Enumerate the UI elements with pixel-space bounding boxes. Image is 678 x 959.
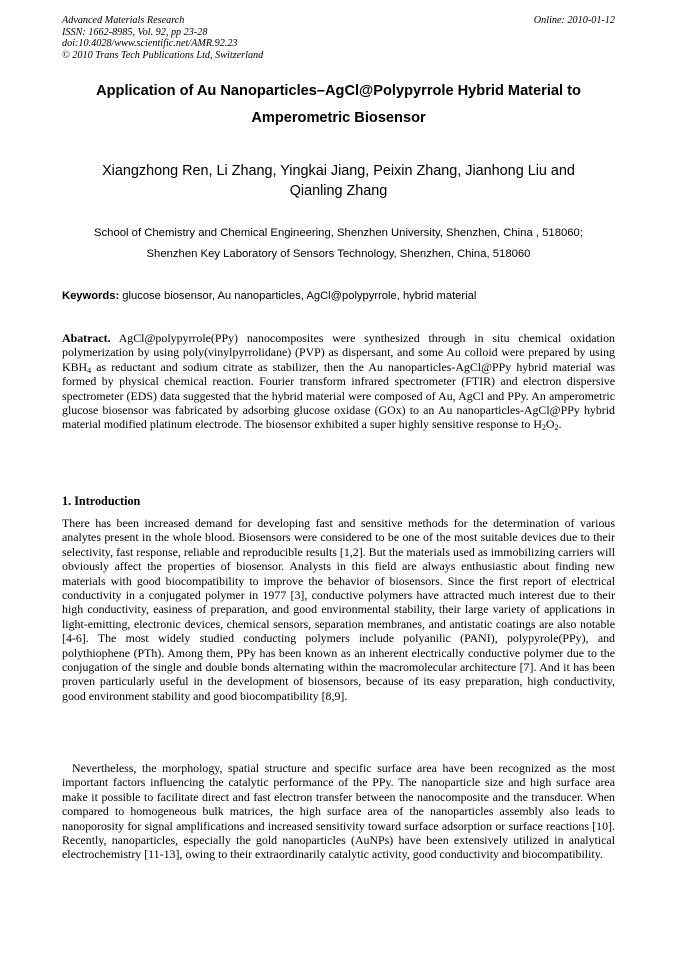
authors-line-2: Qianling Zhang <box>289 183 388 199</box>
intro-paragraph-2: Nevertheless, the morphology, spatial structure and specific surface area have been recognized as the most important factors influencing the catalytic performance of the PPy. The nanoparticle size and high surface area make it possible to facilitate direct and fast electron transfer between the nanocomposite and the transducer. When compared to homogeneous bulk matrices, the high surface area of the nanoparticles assembly also leads to nanoporosity for signal amplifications and increased sensitivity toward surface adsorption or surface reactions [10]. Recently, nanoparticles, especially the gold nanoparticles (AuNPs) have been extensively utilized in analytical electrochemistry [11-13], owing to their extraordinarily catalytic activity, good conductivity and biocompatibility. <box>62 761 615 862</box>
copyright-line: © 2010 Trans Tech Publications Ltd, Switzerland <box>62 49 264 61</box>
keywords-text: glucose biosensor, Au nanoparticles, AgCl@polypyrrole, hybrid material <box>119 290 477 302</box>
abstract-sub-a: 4 <box>87 365 92 375</box>
section-heading-introduction: 1. Introduction <box>62 494 141 508</box>
abstract-text-c: O <box>545 417 555 432</box>
doi-line: doi:10.4028/www.scientific.net/AMR.92.23 <box>62 38 238 49</box>
journal-name: Advanced Materials Research <box>62 15 185 26</box>
page-header <box>62 15 615 61</box>
abstract-sub-b: 2 <box>541 423 546 433</box>
affiliation-1: School of Chemistry and Chemical Engineering, Shenzhen University, Shenzhen, China , 518060; <box>94 227 583 239</box>
abstract-text-a: AgCl@polypyrrole(PPy) nanocomposites were synthesized through in situ chemical oxidation polymerization by using poly(vinylpyrrolidane) (PVP) as dispersant, and some Au colloid were prepared by using KBH <box>62 331 615 374</box>
paper-title <box>62 78 615 132</box>
abstract-text-b: as reductant and sodium citrate as stabilizer, then the Au nanoparticles-AgCl@PPy hybrid material was formed by physical chemical reaction. Fourier transform infrared spectrometer (FTIR) and electron dispersive spectrometer (EDS) data suggested that the hybrid material were composed of Au, AgCl and PPy. An amperometric glucose biosensor was fabricated by adsorbing glucose oxidase (GOx) to an Au nanoparticles-AgCl@PPy hybrid material modified platinum electrode. The biosensor exhibited a super highly sensitive response to H <box>62 359 615 432</box>
author-list <box>62 161 615 201</box>
issn-line: ISSN: 1662-8985, Vol. 92, pp 23-28 <box>62 26 208 38</box>
authors-line-1: Xiangzhong Ren, Li Zhang, Yingkai Jiang, Peixin Zhang, Jianhong Liu and <box>102 163 575 179</box>
online-date: Online: 2010-01-12 <box>533 15 615 26</box>
abstract-label: Abatract. <box>62 331 111 345</box>
abstract <box>62 331 615 432</box>
abstract-text-d: . <box>558 417 562 432</box>
keywords-label: Keywords: <box>62 290 120 302</box>
title-line-1: Application of Au Nanoparticles–AgCl@Polypyrrole Hybrid Material to <box>96 83 581 99</box>
affiliation-2: Shenzhen Key Laboratory of Sensors Technology, Shenzhen, China, 518060 <box>146 248 531 260</box>
title-line-2: Amperometric Biosensor <box>251 110 426 126</box>
abstract-sub-c: 2 <box>554 423 559 433</box>
keywords <box>62 289 615 303</box>
intro-paragraph-1: There has been increased demand for developing fast and sensitive methods for the determination of various analytes present in the whole blood. Biosensors were considered to be one of the most suitable devices due to their selectivity, fast response, reliable and reproducible results [1,2]. But the materials used as immobilizing carriers will obviously affect the properties of biosensor. Analysts in this field are always enthusiastic about finding new materials with good biocompatibility to improve the behavior of biosensors. Since the first report of electrical conductivity in a conjugated polymer in 1977 [3], conductive polymers have attracted much interest due to their high conductivity, easiness of preparation, and good environmental stability, their large variety of applications in light-emitting, electronic devices, chemical sensors, separation membranes, and antistatic coatings are also notable [4-6]. The most widely studied conducting polymers include polyanilic (PANI), polypyrole(PPy), and polythiophene (PTh). Among them, PPy has been known as an inherent electrically conductive polymer due to the conjugation of the single and double bonds alternating within the macromolecular architecture [7]. And it has been proven particularly useful in the development of biosensors, because of its easy preparation, high conductivity, good environment stability and good biocompatibility [8,9]. <box>62 516 615 703</box>
